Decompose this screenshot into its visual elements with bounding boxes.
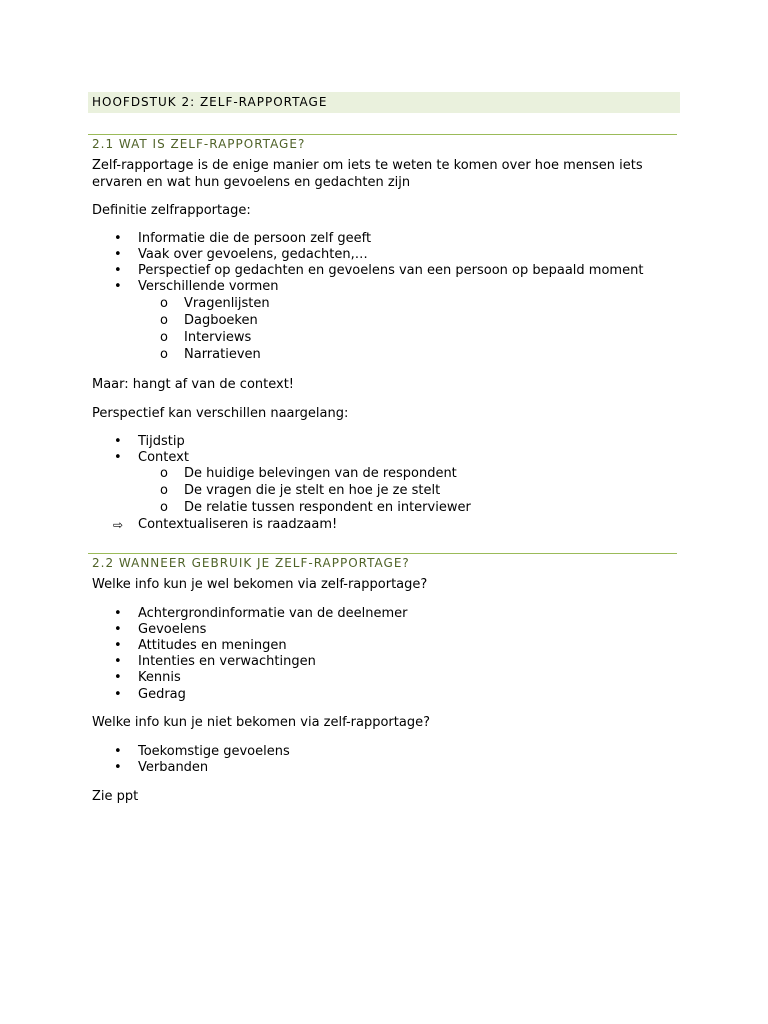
- list-item: Verbanden: [138, 760, 209, 775]
- list-item: Kennis: [138, 670, 181, 685]
- bullet-icon: •: [114, 279, 122, 294]
- list-item: Perspectief op gedachten en gevoelens van een persoon op bepaald moment: [138, 263, 644, 278]
- sub-list-item: Narratieven: [184, 347, 261, 362]
- footer-note: Zie ppt: [92, 789, 139, 804]
- context-note: Maar: hangt af van de context!: [92, 377, 295, 392]
- bullet-icon: •: [114, 450, 122, 465]
- sub-bullet-icon: o: [160, 313, 168, 328]
- list-item: Attitudes en meningen: [138, 638, 287, 653]
- sub-bullet-icon: o: [160, 466, 168, 481]
- bullet-icon: •: [114, 247, 122, 262]
- chapter-title: HOOFDSTUK 2: ZELF-RAPPORTAGE: [92, 95, 328, 109]
- section-divider: [88, 134, 677, 135]
- bullet-icon: •: [114, 670, 122, 685]
- bullet-icon: •: [114, 263, 122, 278]
- bullet-icon: •: [114, 231, 122, 246]
- intro-paragraph-line: Zelf-rapportage is de enige manier om iets te weten te komen over hoe mensen iets: [92, 158, 643, 173]
- arrow-bullet-icon: ⇨: [113, 518, 124, 532]
- section-heading-2-2: 2.2 WANNEER GEBRUIK JE ZELF-RAPPORTAGE?: [92, 556, 410, 570]
- conclusion-item: Contextualiseren is raadzaam!: [138, 517, 338, 532]
- sub-list-item: De vragen die je stelt en hoe je ze stelt: [184, 483, 441, 498]
- bullet-icon: •: [114, 638, 122, 653]
- bullet-icon: •: [114, 606, 122, 621]
- bullet-icon: •: [114, 622, 122, 637]
- bullet-icon: •: [114, 654, 122, 669]
- list-item: Gedrag: [138, 687, 186, 702]
- bullet-icon: •: [114, 760, 122, 775]
- section-divider: [88, 553, 677, 554]
- sub-bullet-icon: o: [160, 483, 168, 498]
- sub-bullet-icon: o: [160, 347, 168, 362]
- bullet-icon: •: [114, 434, 122, 449]
- section-heading-2-1: 2.1 WAT IS ZELF-RAPPORTAGE?: [92, 137, 306, 151]
- sub-list-item: Interviews: [184, 330, 252, 345]
- can-question: Welke info kun je wel bekomen via zelf-rapportage?: [92, 577, 428, 592]
- list-item: Context: [138, 450, 189, 465]
- sub-list-item: Vragenlijsten: [184, 296, 270, 311]
- definition-label: Definitie zelfrapportage:: [92, 203, 251, 218]
- intro-paragraph-line: ervaren en wat hun gevoelens en gedachten zijn: [92, 175, 411, 190]
- sub-list-item: Dagboeken: [184, 313, 258, 328]
- sub-list-item: De huidige belevingen van de respondent: [184, 466, 457, 481]
- list-item: Gevoelens: [138, 622, 207, 637]
- bullet-icon: •: [114, 744, 122, 759]
- list-item: Tijdstip: [138, 434, 185, 449]
- sub-list-item: De relatie tussen respondent en interviewer: [184, 500, 471, 515]
- list-item: Achtergrondinformatie van de deelnemer: [138, 606, 408, 621]
- perspective-label: Perspectief kan verschillen naargelang:: [92, 406, 349, 421]
- sub-bullet-icon: o: [160, 500, 168, 515]
- list-item: Informatie die de persoon zelf geeft: [138, 231, 372, 246]
- list-item: Verschillende vormen: [138, 279, 279, 294]
- list-item: Vaak over gevoelens, gedachten,…: [138, 247, 368, 262]
- sub-bullet-icon: o: [160, 330, 168, 345]
- list-item: Intenties en verwachtingen: [138, 654, 316, 669]
- list-item: Toekomstige gevoelens: [138, 744, 290, 759]
- cannot-question: Welke info kun je niet bekomen via zelf-rapportage?: [92, 715, 430, 730]
- bullet-icon: •: [114, 687, 122, 702]
- sub-bullet-icon: o: [160, 296, 168, 311]
